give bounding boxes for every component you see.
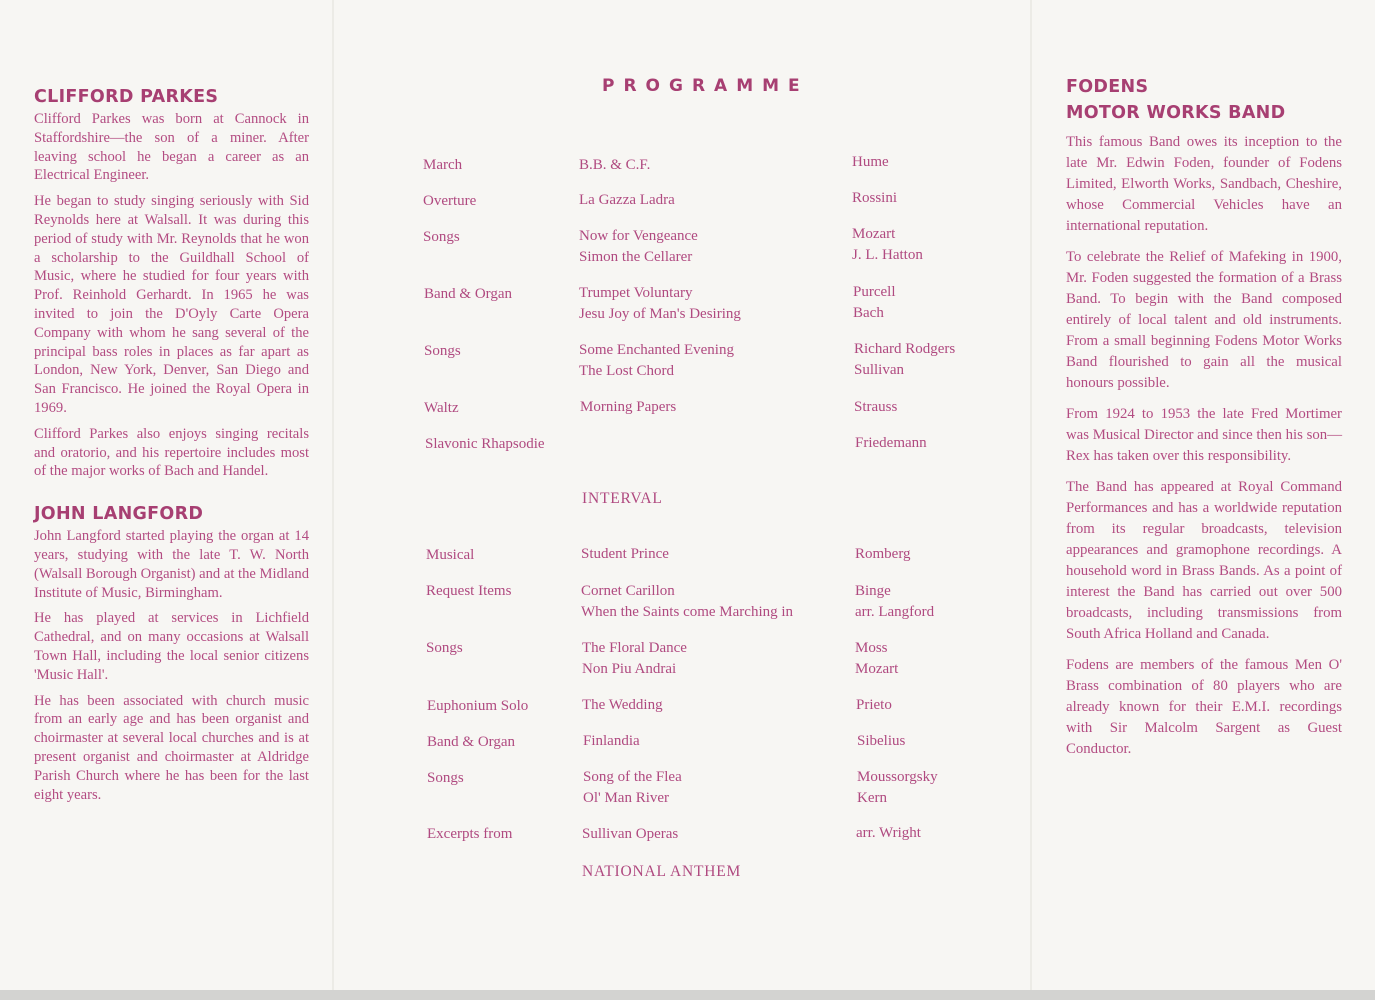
item-title: Song of the Flea Ol' Man River: [583, 769, 682, 806]
item-composer: Prieto: [856, 697, 892, 713]
langford-bio-paragraph: John Langford started playing the organ at 14 years, studying with the late T. W. North (Walsall Borough Organist) and at the Midland Institute of Music, Birmingham.: [34, 528, 309, 601]
item-title: The Floral Dance Non Piu Andrai: [582, 640, 687, 677]
item-category: Excerpts from: [427, 826, 513, 842]
item-title: La Gazza Ladra: [579, 192, 675, 208]
fodens-history-paragraph: Fodens are members of the famous Men O' Brass combination of 80 players who are already known for their E.M.I. recordings with Sir Malcolm Sargent as Guest Conductor.: [1066, 657, 1342, 757]
item-composer: Mozart J. L. Hatton: [852, 226, 923, 263]
item-title: Now for Vengeance Simon the Cellarer: [579, 228, 698, 265]
item-composer: Friedemann: [855, 435, 927, 451]
item-title: Finlandia: [583, 733, 640, 749]
item-category: March: [423, 157, 463, 173]
item-composer: Purcell Bach: [853, 284, 896, 321]
right-panel: [1066, 74, 1342, 770]
item-category: Waltz: [424, 400, 459, 416]
clifford-bio-paragraph: Clifford Parkes also enjoys singing recitals and oratorio, and his repertoire includes most of the major works of Bach and Handel.: [34, 425, 309, 480]
item-category: Songs: [424, 343, 461, 359]
fodens-heading-line1: FODENS: [1066, 77, 1149, 97]
john-langford-heading: JOHN LANGFORD: [34, 504, 204, 525]
fodens-heading-line2: MOTOR WORKS BAND: [1066, 103, 1286, 123]
item-category: Slavonic Rhapsodie: [425, 436, 545, 452]
item-composer: Hume: [852, 154, 889, 170]
item-title: B.B. & C.F.: [579, 157, 651, 173]
fodens-history-paragraph: From 1924 to 1953 the late Fred Mortimer was Musical Director and since then his son—Rex has taken over this responsibility.: [1066, 406, 1342, 464]
langford-bio-paragraph: He has been associated with church music from an early age and has been organist and choirmaster at several local churches and is at present organist and choirmaster at Aldridge Parish Church where he has been for the last eight years.: [34, 692, 309, 803]
item-category: Musical: [426, 547, 475, 563]
fodens-history-paragraph: The Band has appeared at Royal Command Performances and has a worldwide reputation from its regular broadcasts, television appearances and gramophone recordings. A household word in Brass Bands. As a point of interest the Band has carried out over 500 broadcasts, including transmissions from South Africa Holland and Canada.: [1066, 479, 1342, 642]
item-title: Student Prince: [581, 546, 669, 562]
fodens-history-paragraph: To celebrate the Relief of Mafeking in 1900, Mr. Foden suggested the formation of a Brass Band. To begin with the Band composed entirely of local talent and old instruments. From a small beginning Fodens Motor Works Band flourished to gain all the musical honours possible.: [1066, 249, 1342, 391]
item-title: Some Enchanted Evening The Lost Chord: [579, 342, 734, 379]
item-title: Morning Papers: [580, 399, 677, 415]
item-category: Request Items: [426, 583, 512, 599]
item-composer: Moss Mozart: [855, 640, 899, 677]
item-category: Songs: [423, 229, 460, 245]
clifford-bio-paragraph: Clifford Parkes was born at Cannock in Staffordshire—the son of a miner. After leaving school he began a career as an Electrical Engineer.: [34, 111, 309, 184]
fold-line-left: [332, 0, 334, 1000]
interval-label: INTERVAL: [582, 490, 663, 507]
langford-bio-paragraph: He has played at services in Lichfield Cathedral, and on many occasions at Walsall Town Hall, including the local senior citizens 'Music Hall'.: [34, 610, 309, 683]
scan-bottom-edge: [0, 990, 1375, 1000]
clifford-parkes-heading: CLIFFORD PARKES: [34, 87, 219, 107]
programme-title: PROGRAMME: [602, 76, 809, 96]
item-category: Band & Organ: [424, 286, 513, 302]
item-composer: Richard Rodgers Sullivan: [854, 341, 956, 378]
fold-line-right: [1030, 0, 1032, 1000]
left-panel: [34, 84, 309, 811]
item-category: Band & Organ: [427, 734, 516, 750]
item-title: The Wedding: [582, 697, 663, 713]
item-category: Songs: [426, 640, 463, 656]
item-composer: Sibelius: [857, 733, 906, 749]
item-composer: Binge arr. Langford: [855, 583, 935, 620]
item-category: Songs: [427, 770, 464, 786]
item-composer: arr. Wright: [856, 825, 921, 841]
item-composer: Rossini: [852, 190, 898, 206]
item-title: Sullivan Operas: [582, 826, 679, 842]
item-category: Overture: [423, 193, 477, 209]
item-composer: Romberg: [855, 546, 911, 562]
clifford-bio-paragraph: He began to study singing seriously with Sid Reynolds here at Walsall. It was during this period of study with Mr. Reynolds that he won a scholarship to the Guildhall School of Music, where he studied for four years with Prof. Reinhold Gerhardt. In 1965 he was invited to join the D'Oyly Carte Opera Company with whom he sang several of the principal bass roles in places as far apart as London, New York, Denver, San Diego and San Francisco. He joined the Royal Opera in 1969.: [34, 193, 309, 416]
national-anthem-label: NATIONAL ANTHEM: [582, 863, 742, 880]
item-title: Cornet Carillon When the Saints come Marching in: [581, 583, 794, 620]
item-category: Euphonium Solo: [427, 698, 529, 714]
item-composer: Strauss: [854, 399, 898, 415]
item-composer: Moussorgsky Kern: [857, 769, 938, 806]
item-title: Trumpet Voluntary Jesu Joy of Man's Desiring: [579, 285, 741, 322]
fodens-history-paragraph: This famous Band owes its inception to the late Mr. Edwin Foden, founder of Fodens Limited, Elworth Works, Sandbach, Cheshire, whose Commercial Vehicles have an international reputation.: [1066, 134, 1342, 234]
